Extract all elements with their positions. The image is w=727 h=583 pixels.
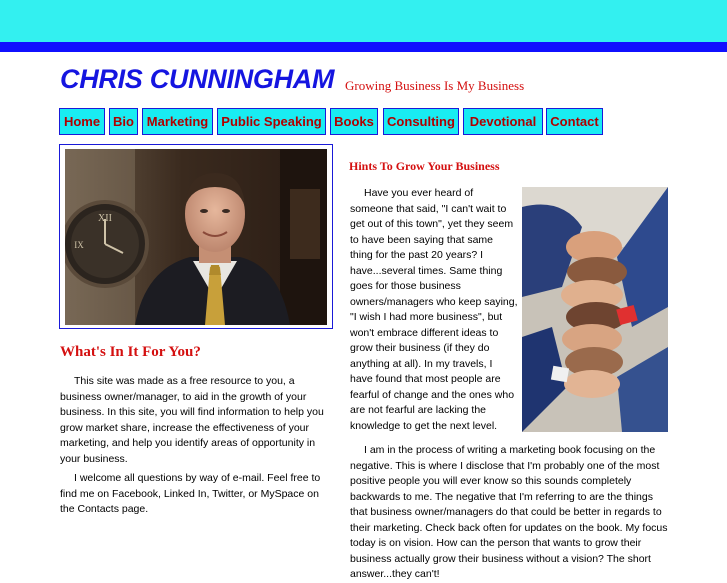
nav-bio[interactable]: Bio [109,108,138,135]
site-tagline: Growing Business Is My Business [345,78,525,93]
nav-contact[interactable]: Contact [546,108,603,135]
svg-text:IX: IX [74,240,84,250]
profile-photo [65,149,327,325]
right-section-heading: Hints To Grow Your Business [349,159,500,173]
teamwork-hands-photo [522,187,668,432]
profile-photo-frame [59,144,333,329]
nav-marketing[interactable]: Marketing [142,108,213,135]
contact-paragraph: I welcome all questions by way of e-mail. Feel free to find me on Facebook, Linked In, Twitter, or MySpace on the Contacts page. [60,472,321,515]
nav-consulting[interactable]: Consulting [383,108,459,135]
hints-paragraph-2: I am in the process of writing a marketing book focusing on the negative. This is where I disclose that I'm probably one of the most positive people you will ever know so this sounds completely backwards to me. The negative that I'm referring to are the things that business owner/managers do that could be better in regards to their marketing. Check back often for updates on the book. My focus today is on vision. How can the person that wants to grow their business actually grow their business without a vision? The short answer...they can't! [350,444,668,580]
top-banner-stripe [0,42,727,52]
site-title[interactable]: CHRIS CUNNINGHAM [60,64,335,94]
svg-text:XII: XII [98,213,112,224]
intro-paragraph: This site was made as a free resource to you, a business owner/manager, to aid in the growth of your business. In this site, you will find information to help you grow market share, increase the effectiveness of your marketing, and help you identify areas of opportunity in your business. [60,375,324,465]
hints-paragraph-1: Have you ever heard of someone that said, "I can't wait to get out of this town", yet they seem to have been saying that same thing for the past 20 years? I have...several times. Same thing goes for those business owners/managers who keep saying, "I wish I had more business", but won't embrace different ideas to grow their business (if they do anything at all). In my travels, I have found that most people are fearful of change and the ones who are not fearful are lacking the knowledge to get the next level. [350,187,518,432]
nav-public-speaking[interactable]: Public Speaking [217,108,326,135]
left-section-heading: What's In It For You? [60,344,201,360]
top-banner [0,0,727,42]
nav-home[interactable]: Home [59,108,105,135]
nav-books[interactable]: Books [330,108,378,135]
nav-devotional[interactable]: Devotional [463,108,543,135]
